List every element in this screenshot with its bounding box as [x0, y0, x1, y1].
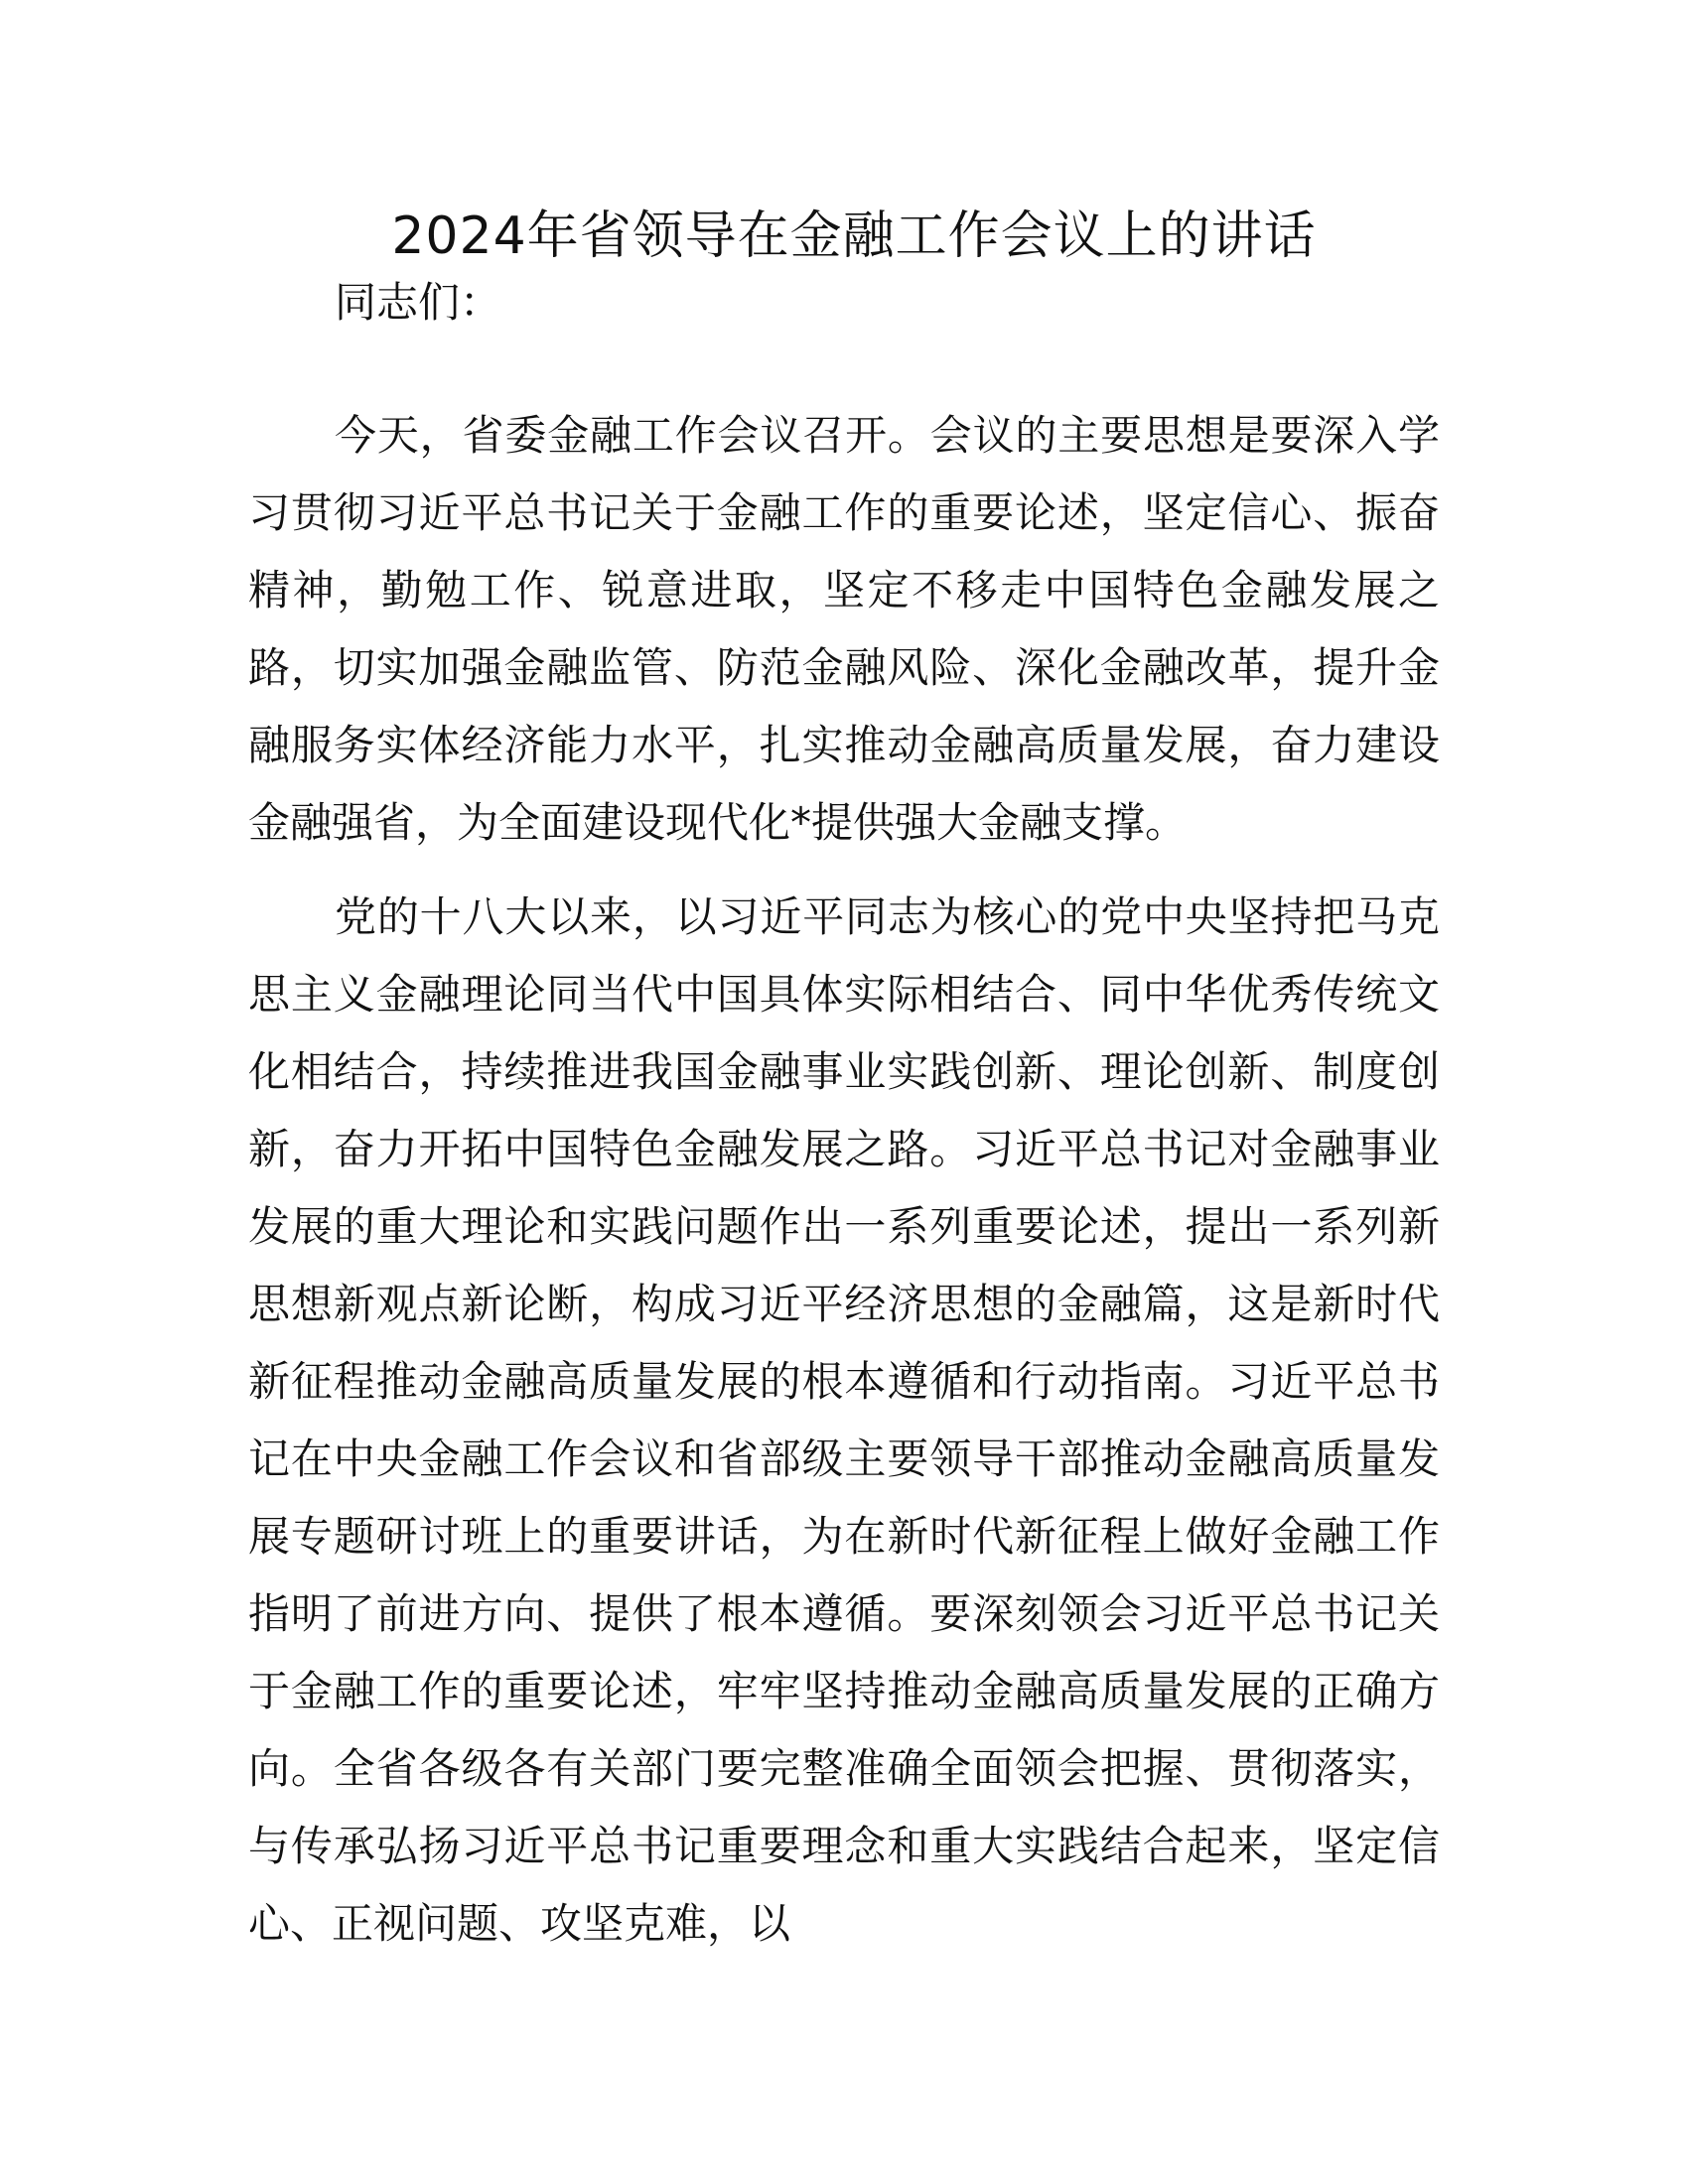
paragraph-1: 今天，省委金融工作会议召开。会议的主要思想是要深入学习贯彻习近平总书记关于金融工作的重要论述，坚定信心、振奋精神，勤勉工作、锐意进取，坚定不移走中国特色金融发展之路，切实加强金融监管、防范金融风险、深化金融改革，提升金融服务实体经济能力水平，扎实推动金融高质量发展，奋力建设金融强省，为全面建设现代化*提供强大金融支撑。	[248, 411, 1440, 847]
paragraph-2: 党的十八大以来，以习近平同志为核心的党中央坚持把马克思主义金融理论同当代中国具体实际相结合、同中华优秀传统文化相结合，持续推进我国金融事业实践创新、理论创新、制度创新，奋力开拓中国特色金融发展之路。习近平总书记对金融事业发展的重大理论和实践问题作出一系列重要论述，提出一系列新思想新观点新论断，构成习近平经济思想的金融篇，这是新时代新征程推动金融高质量发展的根本遵循和行动指南。习近平总书记在中央金融工作会议和省部级主要领导干部推动金融高质量发展专题研讨班上的重要讲话，为在新时代新征程上做好金融工作指明了前进方向、提供了根本遵循。要深刻领会习近平总书记关于金融工作的重要论述，牢牢坚持推动金融高质量发展的正确方向。全省各级各有关部门要完整准确全面领会把握、贯彻落实，与传承弘扬习近平总书记重要理念和重大实践结合起来，坚定信心、正视问题、攻坚克难，以	[248, 892, 1440, 1948]
document-title: 2024年省领导在金融工作会议上的讲话	[391, 206, 1317, 266]
salutation: 同志们：	[335, 278, 502, 327]
